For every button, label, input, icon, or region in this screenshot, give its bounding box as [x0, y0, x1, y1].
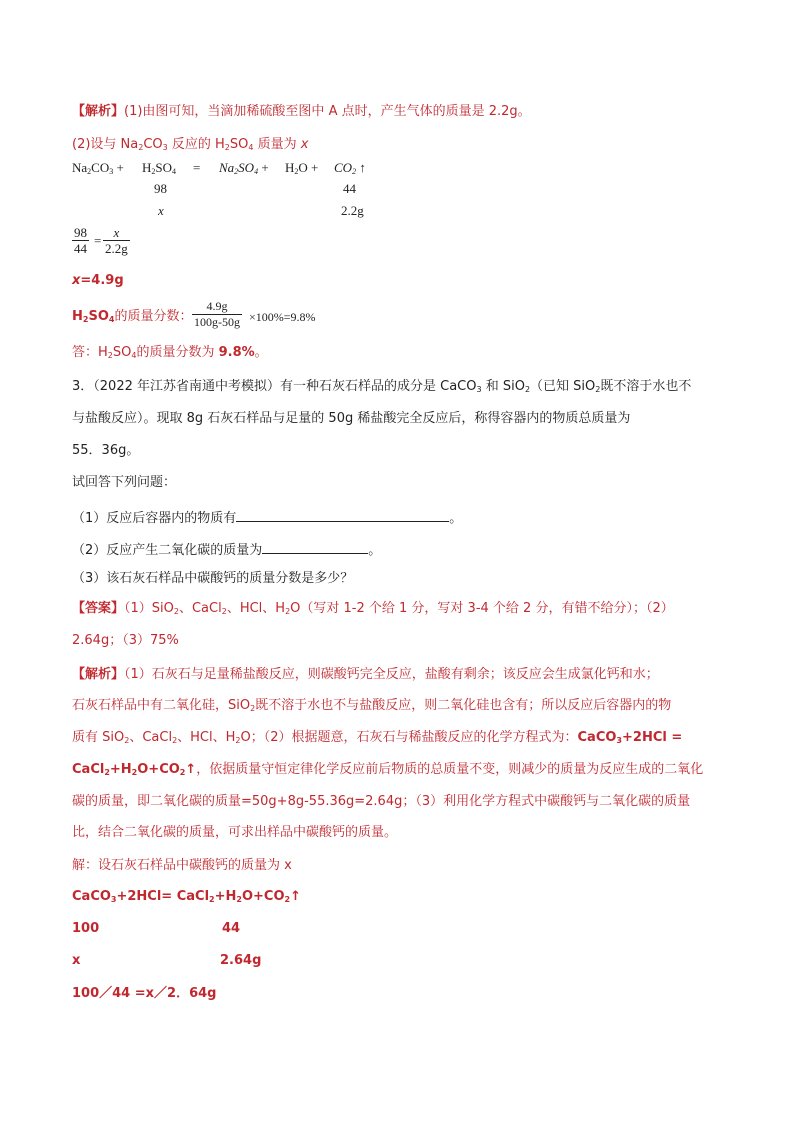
variable: x: [300, 137, 309, 152]
analysis3-line-1: 【解析】（1）石灰石与足量稀盐酸反应，则碳酸钙完全反应，盐酸有剩余；该反应会生成氯化钙和水；: [72, 667, 659, 682]
q3-part-1: （1）反应后容器内的物质有 。: [72, 507, 462, 528]
q3-part-2: （2）反应产生二氧化碳的质量为 。: [72, 539, 381, 560]
analysis-tag: 【解析】: [72, 104, 125, 119]
solution-2-64g: 2.64g: [220, 953, 262, 968]
text: SO: [229, 137, 249, 152]
solution-molar-44: 44: [222, 921, 241, 936]
answer-blank-1[interactable]: [236, 507, 449, 522]
sub: 4: [248, 143, 254, 152]
solution-ratio: 100／44 =x／2．64g: [72, 986, 217, 1001]
unknown-x: x: [158, 203, 164, 218]
analysis3-line-2: 石灰石样品中有二氧化硅，SiO$_2$既不溶于水也不与盐酸反应，则二氧化硅也含有；所以反应后容器内的物: [72, 698, 672, 713]
result-x: x=4.9g: [72, 273, 124, 288]
q3-line-2: 与盐酸反应）。现取 8g 石灰石样品与足量的 50g 稀盐酸完全反应后，称得容器内的物质总质量为: [72, 411, 631, 426]
molar-98: 98: [154, 181, 167, 196]
sub: 2: [224, 143, 230, 152]
h2o-formula: $H_2O$ +: [285, 160, 319, 176]
q3-part-3: （3）该石灰石样品中碳酸钙的质量分数是多少？: [72, 571, 354, 586]
analysis-text: (1)由图可知，当滴加稀硫酸至图中 A 点时，产生气体的质量是 2.2g。: [124, 104, 531, 119]
fraction-98-44: 98 44: [74, 225, 87, 256]
co2-formula: $CO_2$ ↑: [334, 160, 366, 176]
q3-line-3: 55．36g。: [72, 443, 140, 458]
text: CO: [143, 137, 163, 152]
fraction-x-2-2g: x 2.2g: [105, 225, 128, 256]
answer-line: 答：$H_2SO_4$的质量分数为 9.8%。: [72, 345, 268, 360]
answer-blank-2[interactable]: [262, 539, 368, 554]
mass-2-2g: 2.2g: [341, 203, 364, 218]
fraction-equals: =: [94, 233, 102, 248]
equals-sign: =: [193, 160, 201, 175]
sub: 2: [138, 143, 144, 152]
solution-equation: CaCO$_3$+2HCl= $CaCl_2+H_2O+CO_2↑$: [72, 889, 301, 904]
q3-line-1: 3．（2022 年江苏省南通中考模拟）有一种石灰石样品的成分是 CaCO$_3$ 和 SiO$_2$（已知 SiO$_2$既不溶于水也不: [72, 379, 692, 394]
text: 质量为: [253, 137, 301, 152]
analysis3-line-5: 碳的质量，即二氧化碳的质量=50g+8g-55.36g=2.64g；（3）利用化学方程式中碳酸钙与二氧化碳的质量: [72, 794, 691, 809]
analysis-line-2: [72, 136, 308, 154]
na2so4-formula: $Na_2SO_4$ +: [219, 160, 269, 176]
na2co3-formula: $Na_2CO_3$ +: [72, 160, 124, 176]
solution-line-1: 解：设石灰石样品中碳酸钙的质量为 x: [72, 858, 292, 873]
molar-44: 44: [343, 181, 356, 196]
analysis-line-1: [72, 103, 531, 121]
mass-fraction-line: $H_2SO_4$的质量分数：: [72, 309, 193, 324]
answer-key-line-2: 2.64g；（3）75%: [72, 633, 179, 648]
analysis3-line-4: $CaCl_2+H_2O+CO_2↑$，依据质量守恒定律化学反应前后物质的总质量不变，则减少的质量为反应生成的二氧化: [72, 762, 704, 777]
sub: 3: [162, 143, 168, 152]
text: 反应的 H: [167, 137, 225, 152]
text: (2)设与 Na: [72, 137, 139, 152]
answer-key-line-1: 【答案】（1）SiO$_2$、CaCl$_2$、HCl、$H_2O$（写对 1-2 个给 1 分，写对 3-4 个给 2 分，有错不给分）；（2）: [72, 601, 674, 616]
mass-fraction-tail: ×100%=9.8%: [249, 310, 316, 324]
solution-molar-100: 100: [72, 921, 100, 936]
analysis3-line-3: 质有 SiO$_2$、CaCl$_2$、HCl、$H_2O$；（2）根据题意，石灰石与稀盐酸反应的化学方程式为：CaCO$_3$+2HCl =: [72, 730, 683, 745]
h2so4-formula: $H_2SO_4$: [142, 160, 177, 176]
solution-x: x: [72, 953, 81, 968]
q3-line-4: 试回答下列问题：: [72, 475, 177, 490]
analysis3-line-6: 比，结合二氧化碳的质量，可求出样品中碳酸钙的质量。: [72, 825, 398, 840]
mass-fraction-fraction: 4.9g 100g-50g: [194, 299, 240, 329]
